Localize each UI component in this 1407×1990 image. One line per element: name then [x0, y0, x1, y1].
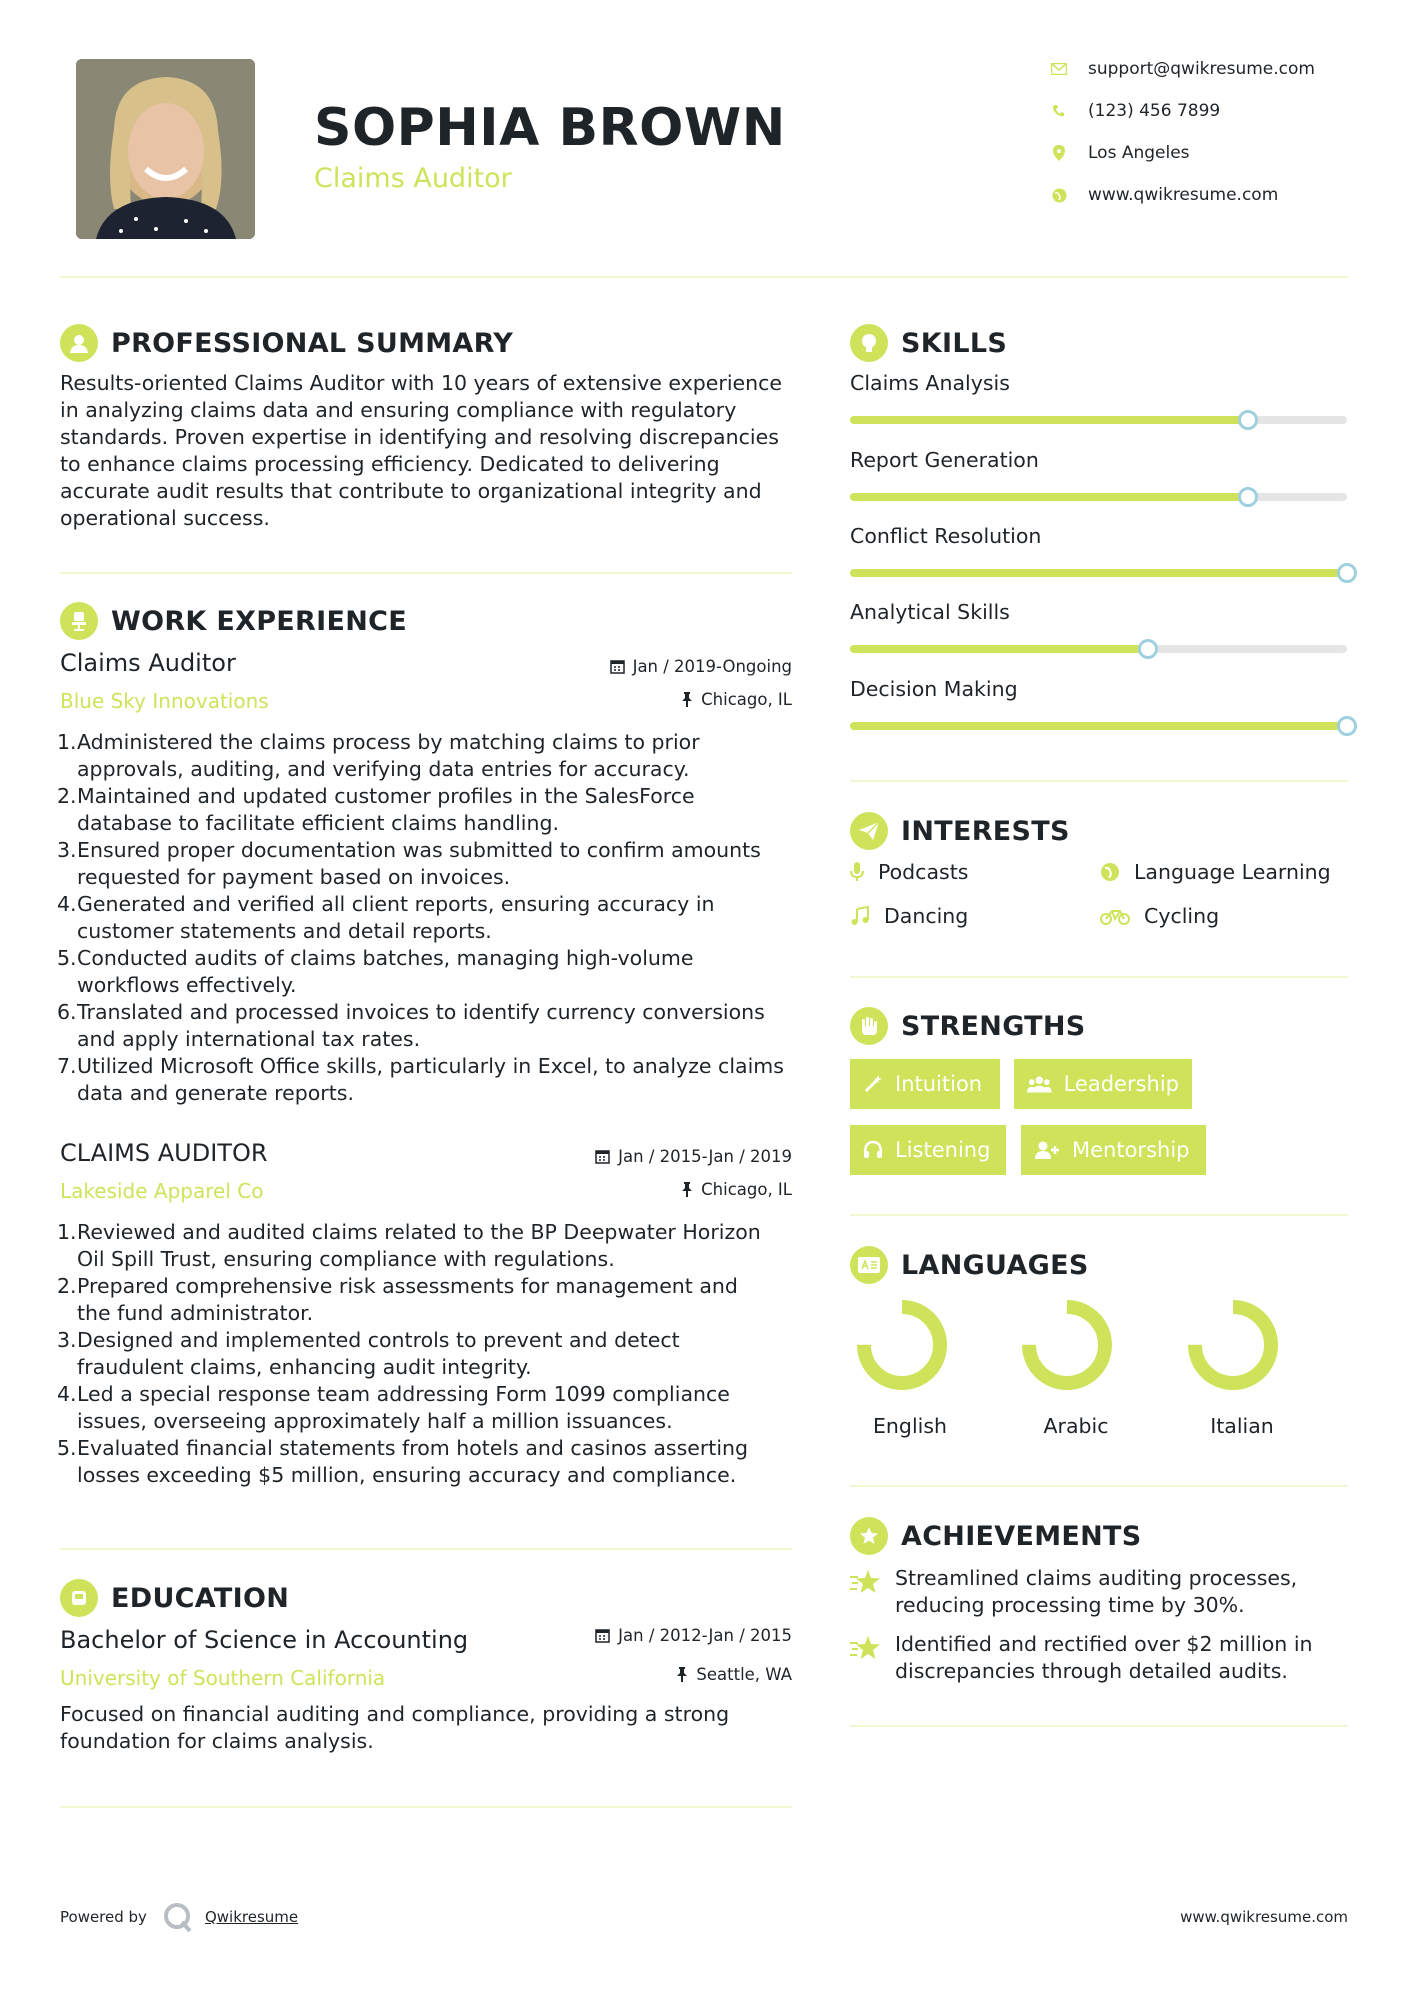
language-ring-arabic [1017, 1295, 1117, 1395]
job-2-location [500, 1180, 792, 1199]
education-divider [60, 1806, 792, 1808]
microphone-icon [850, 862, 864, 882]
skill-bar-fill [850, 645, 1148, 653]
pushpin-icon [676, 1667, 688, 1682]
candidate-title: Claims Auditor [314, 163, 512, 194]
skill-bar-fill [850, 416, 1248, 424]
users-icon [1027, 1074, 1052, 1094]
contact-location [1050, 143, 1190, 163]
achievements-divider [850, 1725, 1348, 1727]
education-location-text: Seattle, WA [696, 1665, 792, 1684]
strength-label: Listening [895, 1138, 991, 1162]
interests-title: INTERESTS [901, 815, 1070, 847]
strengths-heading [850, 1007, 1086, 1045]
header-divider [60, 276, 1348, 278]
experience-title: WORK EXPERIENCE [111, 605, 407, 637]
language-ring-italian [1183, 1295, 1283, 1395]
degree: Bachelor of Science in Accounting [60, 1626, 469, 1654]
language-label: Italian [1210, 1414, 1274, 1438]
contact-location-text: Los Angeles [1088, 143, 1190, 163]
interests-heading [850, 812, 1070, 850]
headphones-icon [863, 1140, 883, 1160]
strengths-title: STRENGTHS [901, 1010, 1086, 1042]
music-icon [850, 906, 870, 926]
star-icon [850, 1635, 882, 1661]
experience-divider [60, 1548, 792, 1550]
list-item: 5. Conducted audits of claims batches, managing high-volume workflows effectively. [57, 946, 694, 997]
education-title: EDUCATION [111, 1582, 290, 1614]
list-item: 3. Ensured proper documentation was submitted to confirm amounts requested for payment based on invoices. [57, 838, 761, 889]
skill-bar-knob [1337, 563, 1357, 583]
phone-icon [1050, 102, 1068, 120]
job-1-dates [500, 657, 792, 676]
lightbulb-icon [850, 324, 888, 362]
education-description: Focused on financial auditing and compliance, providing a strong foundation for claims analysis. [60, 1702, 730, 1753]
strengths-divider [850, 1214, 1348, 1216]
summary-line: Results-oriented Claims Auditor with 10 years of extensive experience [60, 371, 783, 395]
translate-icon [850, 1246, 888, 1284]
list-item: 6. Translated and processed invoices to identify currency conversions and apply international tax rates. [57, 1000, 765, 1051]
list-item: 5. Evaluated financial statements from hotels and casinos asserting losses exceeding $5 million, ensuring accuracy and compliance. [57, 1436, 749, 1487]
graduation-icon [60, 1579, 98, 1617]
experience-heading [60, 602, 407, 640]
interest-label: Cycling [1144, 904, 1220, 928]
star-icon [850, 1569, 882, 1595]
achievement-item: Streamlined claims auditing processes, reducing processing time by 30%. [850, 1565, 1297, 1619]
footer-url[interactable]: www.qwikresume.com [1180, 1908, 1348, 1926]
education-location [500, 1665, 792, 1684]
globe-icon [1100, 862, 1120, 882]
languages-divider [850, 1485, 1348, 1487]
summary-text [60, 370, 800, 532]
contact-email-text: support@qwikresume.com [1088, 59, 1315, 79]
pushpin-icon [681, 1182, 693, 1197]
contact-website-text: www.qwikresume.com [1088, 185, 1279, 205]
interest-label: Podcasts [878, 860, 969, 884]
paper-plane-icon [850, 812, 888, 850]
interest-dancing [850, 904, 968, 928]
candidate-name: SOPHIA BROWN [314, 98, 786, 158]
interest-language-learning [1100, 860, 1331, 884]
education-dates-text: Jan / 2012-Jan / 2015 [618, 1626, 792, 1645]
job-1-role: Claims Auditor [60, 649, 236, 677]
job-2-role: CLAIMS AUDITOR [60, 1139, 268, 1167]
list-item: 1. Administered the claims process by matching claims to prior approvals, auditing, and verifying data entries for accuracy. [57, 730, 700, 781]
list-item: 2. Maintained and updated customer profiles in the SalesForce database to facilitate efficient claims handling. [57, 784, 695, 835]
magic-wand-icon [863, 1074, 883, 1094]
map-pin-icon [1050, 144, 1068, 162]
qwikresume-link[interactable]: Qwikresume [204, 1908, 299, 1926]
skill-bar-knob [1337, 716, 1357, 736]
skill-bar-fill [850, 569, 1347, 577]
language-label: Arabic [1043, 1414, 1109, 1438]
skill-bar [850, 416, 1347, 424]
interests-divider [850, 976, 1348, 978]
strength-badge-listening [850, 1125, 1006, 1175]
hand-icon [850, 1007, 888, 1045]
powered-by-label: Powered by [60, 1908, 147, 1926]
job-1-location-text: Chicago, IL [701, 690, 792, 709]
language-ring-english [852, 1295, 952, 1395]
user-plus-icon [1034, 1140, 1060, 1160]
summary-line: standards. Proven expertise in identifying and resolving discrepancies [60, 425, 779, 449]
strength-badge-intuition [850, 1059, 1000, 1109]
calendar-icon [595, 1628, 610, 1643]
contact-email[interactable] [1050, 59, 1315, 79]
footer-powered-by [60, 1900, 298, 1934]
achievements-title: ACHIEVEMENTS [901, 1520, 1142, 1552]
language-label: English [872, 1414, 948, 1438]
qwikresume-logo-icon [161, 1900, 195, 1934]
job-2-company: Lakeside Apparel Co [60, 1179, 264, 1203]
list-item: 3. Designed and implemented controls to prevent and detect fraudulent claims, enhancing audit integrity. [57, 1328, 680, 1379]
languages-title: LANGUAGES [901, 1249, 1089, 1281]
skill-bar [850, 569, 1347, 577]
skill-label: Decision Making [850, 677, 1018, 701]
interest-cycling [1100, 904, 1219, 928]
list-item: 1. Reviewed and audited claims related to the BP Deepwater Horizon Oil Spill Trust, ensuring compliance with regulations. [57, 1220, 761, 1271]
star-badge-icon [850, 1517, 888, 1555]
job-1-duties [57, 729, 802, 1107]
globe-icon [1050, 186, 1068, 204]
skill-bar-fill [850, 493, 1248, 501]
skills-divider [850, 780, 1348, 782]
list-item: 2. Prepared comprehensive risk assessments for management and the fund administrator. [57, 1274, 738, 1325]
job-1-company: Blue Sky Innovations [60, 689, 269, 713]
calendar-icon [595, 1149, 610, 1164]
summary-line: to enhance claims processing efficiency. Dedicated to delivering [60, 452, 720, 476]
skill-bar-fill [850, 722, 1347, 730]
list-item: 4. Led a special response team addressing Form 1099 compliance issues, overseeing approximately half a million issuances. [57, 1382, 730, 1433]
skill-bar [850, 722, 1347, 730]
job-2-dates [500, 1147, 792, 1166]
skill-label: Analytical Skills [850, 600, 1010, 624]
school: University of Southern California [60, 1666, 386, 1690]
skills-title: SKILLS [901, 327, 1008, 359]
list-item: 7. Utilized Microsoft Office skills, particularly in Excel, to analyze claims data and generate reports. [57, 1054, 784, 1105]
list-item: 4. Generated and verified all client reports, ensuring accuracy in customer statements and detail reports. [57, 892, 715, 943]
achievement-item: Identified and rectified over $2 million in discrepancies through detailed audits. [850, 1631, 1313, 1685]
summary-title: PROFESSIONAL SUMMARY [111, 327, 514, 359]
summary-line: operational success. [60, 506, 270, 530]
interest-podcasts [850, 860, 968, 884]
contact-website[interactable] [1050, 185, 1278, 205]
skill-label: Conflict Resolution [850, 524, 1042, 548]
languages-heading [850, 1246, 1089, 1284]
summary-divider [60, 572, 792, 574]
skill-bar [850, 493, 1347, 501]
job-2-dates-text: Jan / 2015-Jan / 2019 [618, 1147, 792, 1166]
summary-line: accurate audit results that contribute to organizational integrity and [60, 479, 762, 503]
mail-icon [1050, 60, 1068, 78]
strength-label: Mentorship [1072, 1138, 1190, 1162]
education-heading [60, 1579, 289, 1617]
contact-phone-text: (123) 456 7899 [1088, 101, 1221, 121]
job-1-location [500, 690, 792, 709]
skill-label: Report Generation [850, 448, 1039, 472]
interest-label: Dancing [884, 904, 969, 928]
skill-label: Claims Analysis [850, 371, 1010, 395]
briefcase-chair-icon [60, 602, 98, 640]
strength-badge-mentorship [1021, 1125, 1206, 1175]
achievements-heading [850, 1517, 1142, 1555]
pushpin-icon [681, 692, 693, 707]
strength-label: Intuition [895, 1072, 983, 1096]
strength-label: Leadership [1063, 1072, 1179, 1096]
summary-line: in analyzing claims data and ensuring compliance with regulatory [60, 398, 737, 422]
strength-badge-leadership [1014, 1059, 1192, 1109]
summary-heading [60, 324, 513, 362]
job-1-dates-text: Jan / 2019-Ongoing [632, 657, 792, 676]
user-icon [60, 324, 98, 362]
skill-bar-knob [1138, 639, 1158, 659]
bicycle-icon [1100, 906, 1130, 926]
job-2-location-text: Chicago, IL [701, 1180, 792, 1199]
skills-heading [850, 324, 1007, 362]
profile-photo [76, 59, 255, 239]
job-2-duties [57, 1219, 802, 1489]
skill-bar [850, 645, 1347, 653]
skill-bar-knob [1238, 410, 1258, 430]
skill-bar-knob [1238, 487, 1258, 507]
interest-label: Language Learning [1134, 860, 1331, 884]
calendar-icon [610, 659, 625, 674]
education-dates [500, 1626, 792, 1645]
contact-phone[interactable] [1050, 101, 1220, 121]
